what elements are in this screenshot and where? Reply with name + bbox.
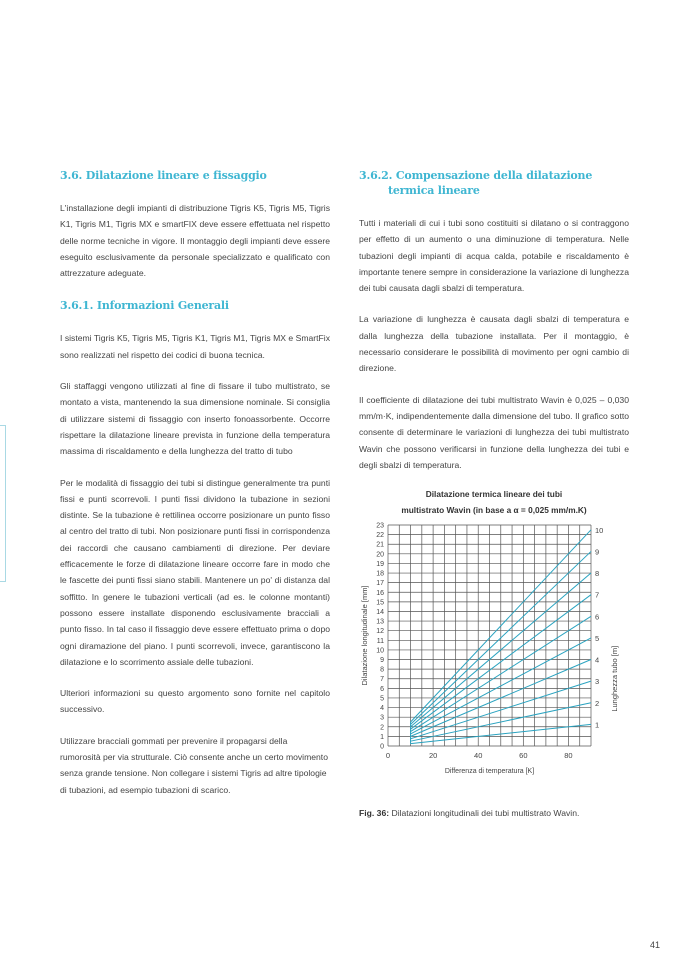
y-tick-label: 14	[376, 608, 384, 616]
y2-axis-label: Lunghezza tubo [m]	[610, 645, 619, 712]
y-tick-label: 3	[380, 714, 384, 722]
y-tick-label: 17	[376, 580, 384, 588]
y-axis-label: Dilatazione longitudinale [mm]	[360, 585, 369, 686]
left-column	[60, 168, 330, 798]
y-tick-label: 18	[376, 570, 384, 578]
paragraph: Ulteriori informazioni su questo argomento sono fornite nel capitolo successivo.	[60, 688, 330, 715]
y-tick-label: 22	[376, 532, 384, 540]
y-tick-label: 7	[380, 676, 384, 684]
figure-caption: Fig. 36: Dilatazioni longitudinali dei tubi multistrato Wavin.	[359, 808, 580, 818]
paragraph: Per le modalità di fissaggio dei tubi si distingue generalmente tra punti fissi e punti scorrevoli. I punti fissi dividono la tubazione in sezioni distinte. Se la tubazione è rettilinea occorre posizionare un punto fisso al centro del tratto di tubi. Non posizionare punti fissi in corrispondenza dei raccordi che causano cambiamenti di direzione. Per deviare efficacemente le forze di dilatazione lineare occorre fare in modo che le fascette dei punti fissi siano stabili. Mantenere un po' di distanza dal soffitto. In genere le tubazioni verticali (ad es. le colonne montanti) possono essere installate disponendo esclusivamente bracciali a punto fisso. In tal caso il fissaggio deve essere effettuato prima o dopo ogni diramazione del piano. I punti scorrevoli, invece, garantiscono la dilatazione e lo scorrimento assiale delle tubazioni.	[60, 477, 330, 667]
subsection-heading: 3.6.2. Compensazione della dilatazione termica lineare	[359, 169, 593, 197]
series-label: 6	[595, 612, 600, 622]
paragraph: Tutti i materiali di cui i tubi sono costituiti si dilatano o si contraggono per effetto di un aumento o una diminuzione di temperatura. Nelle tubazioni degli impianti di acqua calda, potabile e riscaldamento è importante tenere sempre in considerazione la variazione di lunghezza dei tubi causata dagli sbalzi di temperatura.	[359, 218, 629, 294]
paragraph: La variazione di lunghezza è causata dagli sbalzi di temperatura e dalla lunghezza della tubazione installata. Per il montaggio, è necessario considerare le possibilità di movimento per ogni cambio di direzione.	[359, 314, 629, 374]
paragraph: Utilizzare bracciali gommati per prevenire il propagarsi della rumorosità per via strutturale. Ciò consente anche un certo movimento senza grande tensione. Non collegare i sistemi Tigris ad altre tipologie di tubazioni, ad esempio tubazioni di scarico.	[60, 735, 328, 795]
series-label: 7	[595, 590, 600, 600]
paragraph: I sistemi Tigris K5, Tigris M5, Tigris K1, Tigris M1, Tigris MX e SmartFix sono realizzati nel rispetto dei codici di buona tecnica.	[60, 333, 330, 360]
x-tick-label: 60	[519, 751, 528, 760]
x-axis-label: Differenza di temperatura [K]	[444, 768, 535, 775]
series-label: 10	[595, 525, 604, 535]
chart-title: Dilatazione termica lineare dei tubi multistrato Wavin (in base a α = 0,025 mm/m.K)	[401, 489, 587, 516]
page-number: 41	[650, 940, 661, 950]
right-column	[359, 168, 629, 518]
expansion-chart	[350, 515, 640, 780]
y-tick-label: 10	[376, 647, 384, 655]
series-label: 8	[595, 569, 600, 579]
series-label: 5	[595, 633, 600, 643]
series-label: 2	[595, 698, 600, 708]
y-tick-label: 1	[380, 733, 384, 741]
y-tick-label: 6	[380, 685, 384, 693]
x-tick-label: 80	[564, 751, 573, 760]
margin-bracket	[0, 425, 6, 582]
y-tick-label: 15	[376, 599, 384, 607]
series-label: 4	[595, 655, 600, 665]
series-label: 1	[595, 720, 600, 730]
section-heading: 3.6. Dilatazione lineare e fissaggio	[60, 169, 267, 182]
y-tick-label: 8	[380, 666, 384, 674]
x-tick-label: 0	[385, 751, 391, 760]
y-tick-label: 4	[380, 705, 384, 713]
y-tick-label: 0	[380, 743, 384, 751]
y-tick-label: 20	[376, 551, 384, 559]
y-tick-label: 21	[376, 541, 384, 549]
paragraph: Il coefficiente di dilatazione dei tubi multistrato Wavin è 0,025 – 0,030 mm/m·K, indipendentemente dalla dimensione del tubo. Il grafico sotto consente di determinare le variazioni di lunghezza dei tubi multistrato Wavin che possono verificarsi in funzione della lunghezza dei tubi e degli sbalzi di temperatura.	[359, 394, 629, 470]
y-tick-label: 13	[376, 618, 384, 626]
intro-paragraph: L'installazione degli impianti di distribuzione Tigris K5, Tigris M5, Tigris K1, Tigris M1, Tigris MX e smartFIX deve essere effettuata nel rispetto delle norme tecniche in vigore. Il montaggio degli impianti deve essere eseguito esclusivamente da personale specializzato e qualificato con attrezzature adeguate.	[60, 203, 330, 279]
y-tick-label: 9	[380, 657, 384, 665]
y-tick-label: 5	[380, 695, 384, 703]
y-tick-label: 11	[376, 637, 384, 645]
y-tick-label: 23	[376, 522, 384, 530]
series-label: 3	[595, 677, 600, 687]
x-tick-label: 20	[428, 751, 438, 760]
series-label: 9	[595, 547, 600, 557]
y-tick-label: 16	[376, 589, 384, 597]
y-tick-label: 19	[376, 560, 384, 568]
y-tick-label: 2	[380, 724, 384, 732]
x-tick-label: 40	[474, 751, 483, 760]
subsection-heading: 3.6.1. Informazioni Generali	[60, 299, 229, 313]
y-tick-label: 12	[376, 628, 384, 636]
paragraph: Gli staffaggi vengono utilizzati al fine di fissare il tubo multistrato, se montato a vista, mantenendo la sua dimensione nominale. Si consiglia di utilizzare sistemi di fissaggio con inserto fonoassorbente. Occorre rispettare la dilatazione lineare prevista in funzione della temperatura massima di riscaldamento e della lunghezza del tratto di tubo	[60, 381, 330, 457]
